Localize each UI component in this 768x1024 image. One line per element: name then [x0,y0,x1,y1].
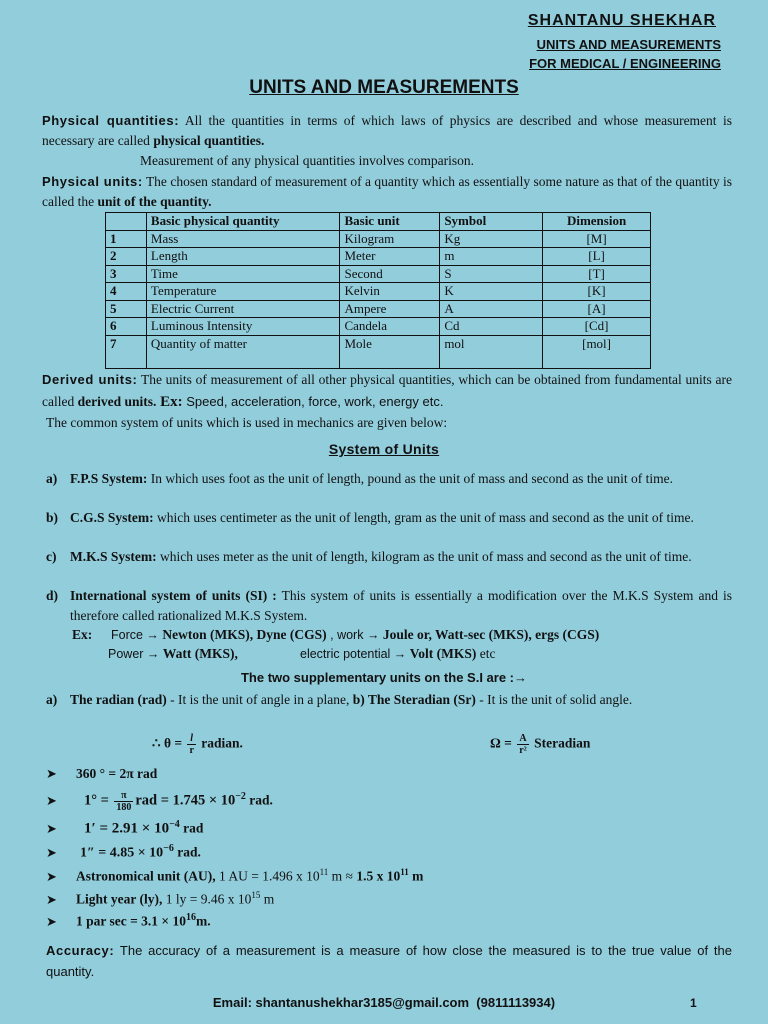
list-item: ➤ Astronomical unit (AU), 1 AU = 1.496 x $10^{11}$ m ≈ 1.5 x $10^{11}$ m [46,862,423,887]
table-row: 6 Luminous Intensity Candela Cd [Cd] [106,318,651,336]
accuracy-para: Accuracy: The accuracy of a measurement is a measure of how close the measured is to the true value of the quantity. [46,943,732,979]
physical-units-label: Physical units: [42,174,143,189]
physical-quantities-para: Physical quantities: All the quantities in terms of which laws of physics are described and whose measurement is necessary are called physical quantities. [42,113,732,148]
si-examples-potential: electric potential → Volt (MKS) etc [300,646,496,661]
list-item: ➤ $1' = 2.91 \times 10^{-4}$ rad [46,819,204,837]
footer-contact: Email: shantanushekhar3185@gmail.com (9811113934) [212,995,556,1010]
system-of-units-heading: System of Units [328,441,440,457]
arrow-bullet-icon: ➤ [46,844,57,860]
table-row: 2 Length Meter m [L] [106,248,651,266]
physical-units-para: Physical units: The chosen standard of measurement of a quantity which as essentially some nature as that of the quantity is called the unit of the quantity. [42,174,732,209]
table-row: 1 Mass Kilogram Kg [M] [106,230,651,248]
page-title: UNITS AND MEASUREMENTS [249,77,519,98]
radian-formula: ∴ θ = $\frac{l}{r}$ radian. [152,733,243,756]
list-item: b) C.G.S System: which uses centimeter as the unit of length, gram as the unit of mass and second as the unit of time. [46,510,694,525]
table-row: 7 Quantity of matter Mole mol [mol] [106,335,651,368]
arrow-bullet-icon: ➤ [46,868,57,884]
basic-units-table [105,212,651,369]
audience-line: FOR MEDICAL / ENGINEERING [529,56,721,71]
list-item: c) M.K.S System: which uses meter as the unit of length, kilogram as the unit of mass and second as the unit of time. [46,549,692,564]
table-row: 5 Electric Current Ampere A [A] [106,300,651,318]
steradian-formula: Ω = $\frac{A}{\text{r²}}$ Steradian [490,733,591,756]
page-number: 1 [690,996,697,1010]
arrow-bullet-icon: ➤ [46,820,57,836]
si-examples-force: Ex: Force → Newton (MKS), Dyne (CGS) , work → Joule or, Watt-sec (MKS), ergs (CGS) [72,627,600,642]
subject-line: UNITS AND MEASUREMENTS [536,37,721,52]
supplementary-units-item: a) The radian (rad) - It is the unit of angle in a plane, b) The Steradian (Sr) - It is the unit of solid angle. [46,692,633,707]
arrow-bullet-icon: ➤ [46,913,57,929]
list-item: ➤ 360 ° = 2π rad [46,764,157,784]
table-header-row: Basic physical quantity Basic unit Symbol Dimension [106,213,651,231]
list-item: ➤ $1'' = 4.85 \times 10^{-6}$ rad. [46,843,201,861]
table-row: 4 Temperature Kelvin K [K] [106,283,651,301]
list-item: ➤ Light year (ly), 1 ly = 9.46 x $10^{15}$ m [46,885,274,910]
list-item: a) F.P.S System: In which uses foot as the unit of length, pound as the unit of mass and second as the unit of time. [46,471,674,486]
physical-quantities-label: Physical quantities: [42,113,180,128]
arrow-bullet-icon: ➤ [46,891,57,907]
arrow-bullet-icon: ➤ [46,792,57,808]
supplementary-heading: The two supplementary units on the S.I are :→ [240,670,528,685]
common-systems-note: The common system of units which is used in mechanics are given below: [46,415,448,430]
derived-units-label: Derived units: [42,372,138,387]
list-item: ➤ 1° = $\frac{\pi}{180}$ rad = $1.745 \times 10^{-2}$ rad. [46,789,273,813]
table-row: 3 Time Second S [T] [106,265,651,283]
comparison-note: Measurement of any physical quantities involves comparison. [140,153,475,168]
arrow-bullet-icon: ➤ [46,766,57,781]
derived-units-para: Derived units: The units of measurement of all other physical quantities, which can be obtained from fundamental units are called derived units. Ex: Speed, acceleration, force, work, energy etc. [42,372,732,410]
list-item: ➤ 1 par $\sec = 3.1 \times 10^{16}m$. [46,908,211,932]
author-name: SHANTANU SHEKHAR [527,12,716,29]
accuracy-label: Accuracy: [46,943,115,958]
si-examples-power: Power → Watt (MKS), [108,646,238,661]
list-item: d) International system of units (SI) : This system of units is essentially a modification over the M.K.S System and is therefore called rationalized M.K.S System. [46,588,732,623]
